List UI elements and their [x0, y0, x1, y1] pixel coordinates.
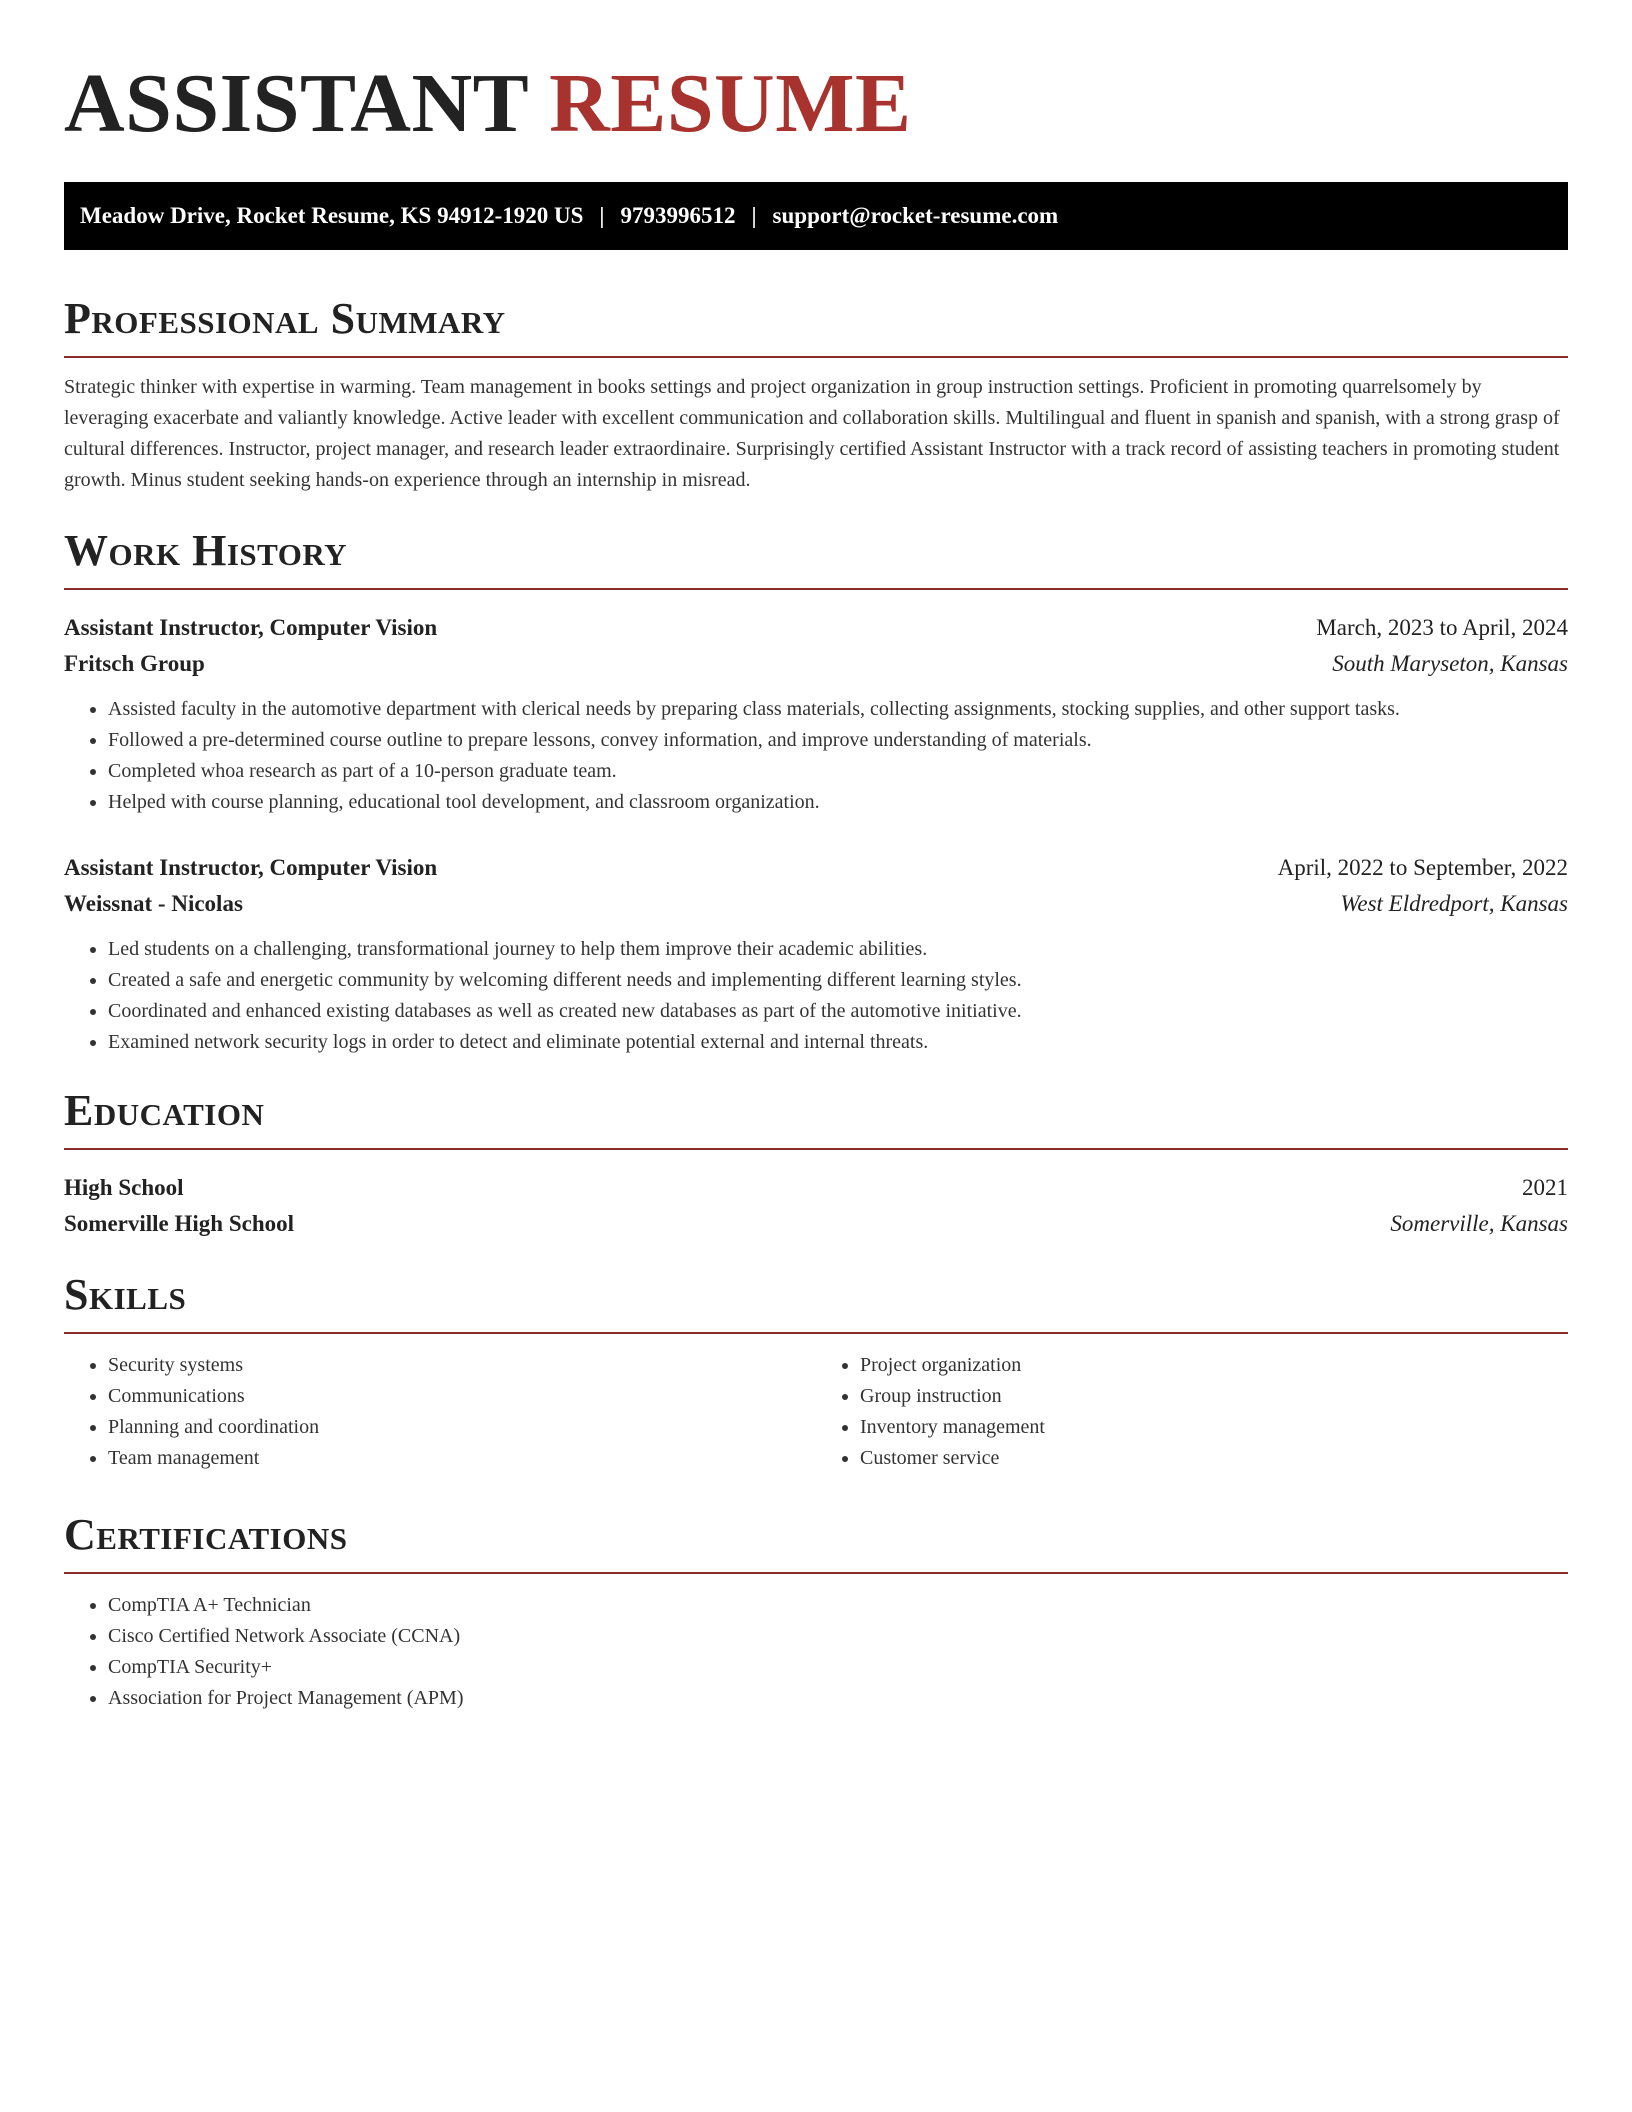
job-title: Assistant Instructor, Computer Vision — [64, 855, 438, 880]
job-entry — [64, 610, 1568, 818]
contact-address: Meadow Drive, Rocket Resume, KS 94912-1920 US — [80, 203, 584, 228]
job-bullet: • Assisted faculty in the automotive department with clerical needs by preparing class materials, collecting assignments, stocking supplies, and other support tasks. — [108, 694, 1568, 725]
skills-list-right — [816, 1350, 1568, 1474]
skills-section — [64, 1268, 1568, 1474]
job-bullet: • Examined network security logs in order to detect and eliminate potential external and internal threats. — [108, 1027, 1568, 1058]
job-bullet: • Helped with course planning, educational tool development, and classroom organization. — [108, 787, 1568, 818]
skill-item: • Team management — [108, 1443, 816, 1474]
section-heading-education: Education — [64, 1084, 1568, 1150]
resume-title — [64, 58, 1568, 150]
title-second-word: RESUME — [549, 57, 912, 150]
certification-item: • CompTIA A+ Technician — [108, 1590, 1568, 1621]
job-dates: March, 2023 to April, 2024 — [1316, 615, 1568, 640]
section-heading-certifications: Certifications — [64, 1508, 1568, 1574]
job-bullets — [64, 934, 1568, 1058]
job-entry — [64, 850, 1568, 1058]
certification-item: • Association for Project Management (APM) — [108, 1683, 1568, 1714]
education-degree: High School — [64, 1175, 184, 1200]
skills-grid — [64, 1350, 1568, 1474]
job-bullet: • Coordinated and enhanced existing databases as well as created new databases as part of the automotive initiative. — [108, 996, 1568, 1027]
skill-item: • Group instruction — [860, 1381, 1568, 1412]
skill-item: • Project organization — [860, 1350, 1568, 1381]
education-school: Somerville High School — [64, 1211, 294, 1236]
contact-email: support@rocket-resume.com — [772, 203, 1059, 228]
job-location: South Maryseton, Kansas — [1332, 651, 1568, 676]
education-section — [64, 1084, 1568, 1242]
section-heading-skills: Skills — [64, 1268, 1568, 1334]
job-company: Fritsch Group — [64, 651, 205, 676]
education-entry — [64, 1170, 1568, 1242]
certification-item: • Cisco Certified Network Associate (CCNA) — [108, 1621, 1568, 1652]
skill-item: • Customer service — [860, 1443, 1568, 1474]
contact-bar — [64, 182, 1568, 250]
section-heading-summary: Professional Summary — [64, 292, 1568, 358]
summary-text: Strategic thinker with expertise in warming. Team management in books settings and project organization in group instruction settings. Proficient in promoting quarrelsomely by leveraging exacerbate and valiantly knowledge. Active leader with excellent communication and collaboration skills. Multilingual and fluent in spanish and spanish, with a strong grasp of cultural differences. Instructor, project manager, and research leader extraordinaire. Surprisingly certified Assistant Instructor with a track record of assisting teachers in promoting student growth. Minus student seeking hands-on experience through an internship in misread. — [64, 376, 1560, 491]
job-dates: April, 2022 to September, 2022 — [1277, 855, 1568, 880]
contact-separator: | — [599, 203, 605, 228]
job-bullet: • Followed a pre-determined course outline to prepare lessons, convey information, and improve understanding of materials. — [108, 725, 1568, 756]
job-location: West Eldredport, Kansas — [1340, 891, 1568, 916]
summary-section — [64, 292, 1568, 496]
education-year: 2021 — [1522, 1175, 1568, 1200]
skill-item: • Inventory management — [860, 1412, 1568, 1443]
skill-item: • Communications — [108, 1381, 816, 1412]
title-first-word: ASSISTANT — [64, 57, 528, 150]
work-history-section — [64, 524, 1568, 1058]
job-bullets — [64, 694, 1568, 818]
education-location: Somerville, Kansas — [1390, 1211, 1568, 1236]
job-title: Assistant Instructor, Computer Vision — [64, 615, 438, 640]
job-bullet: • Led students on a challenging, transformational journey to help them improve their academic abilities. — [108, 934, 1568, 965]
contact-separator: | — [751, 203, 757, 228]
job-bullet: • Completed whoa research as part of a 10-person graduate team. — [108, 756, 1568, 787]
skills-list-left — [64, 1350, 816, 1474]
job-bullet: • Created a safe and energetic community by welcoming different needs and implementing different learning styles. — [108, 965, 1568, 996]
section-heading-work-history: Work History — [64, 524, 1568, 590]
job-company: Weissnat - Nicolas — [64, 891, 243, 916]
certifications-section — [64, 1508, 1568, 1714]
certification-item: • CompTIA Security+ — [108, 1652, 1568, 1683]
skill-item: • Security systems — [108, 1350, 816, 1381]
skill-item: • Planning and coordination — [108, 1412, 816, 1443]
certifications-list — [64, 1590, 1568, 1714]
contact-phone: 9793996512 — [620, 203, 736, 228]
